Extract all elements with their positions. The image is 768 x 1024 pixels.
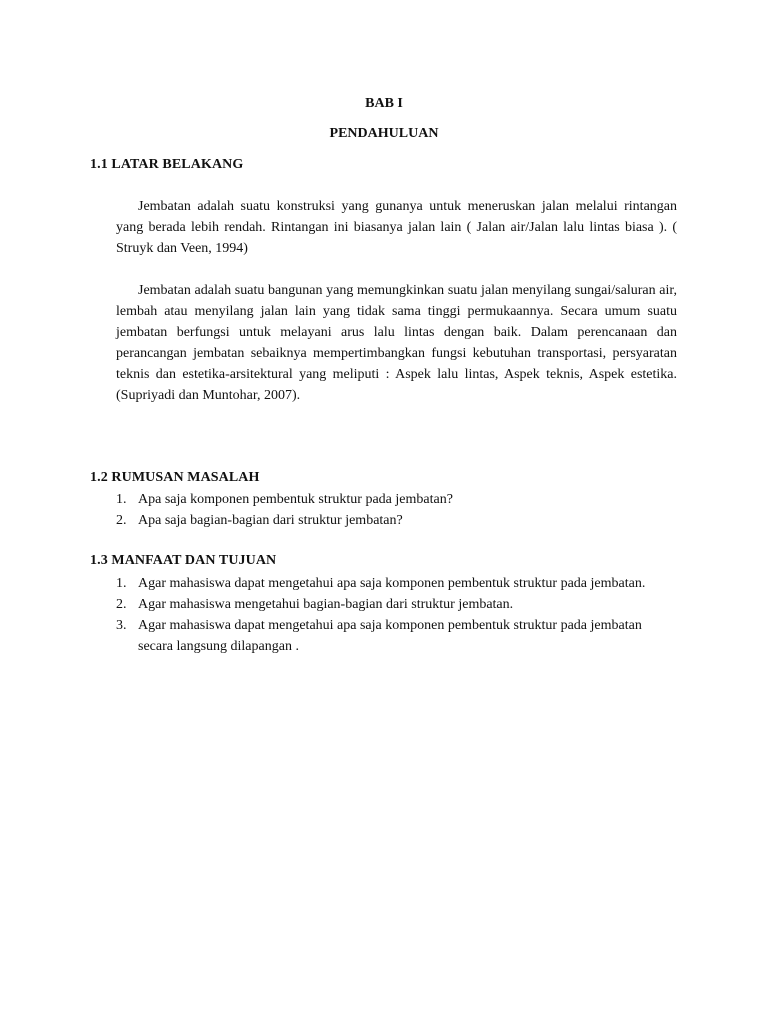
list-item-number: 2. (116, 597, 127, 612)
list-item (116, 510, 677, 531)
paragraph-definition-2: Jembatan adalah suatu bangunan yang memungkinkan suatu jalan menyilang sungai/saluran air, lembah atau menyilang jalan lain yang tidak sama tinggi permukaannya. Secara umum suatu jembatan berfungsi untuk melayani arus lalu lintas dengan baik. Dalam perencanaan dan perancangan jembatan sebaiknya mempertimbangkan fungsi kebutuhan transportasi, persyaratan teknis dan estetika-arsitektural yang meliputi : Aspek lalu lintas, Aspek teknis, Aspek estetika. (Supriyadi dan Muntohar, 2007). (116, 283, 677, 403)
list-item-text: Agar mahasiswa dapat mengetahui apa saja komponen pembentuk struktur pada jembatan secara langsung dilapangan . (138, 618, 642, 654)
list-item-number: 1. (116, 576, 127, 591)
paragraph-definition-1: Jembatan adalah suatu konstruksi yang gunanya untuk meneruskan jalan melalui rintangan yang berada lebih rendah. Rintangan ini biasanya jalan lain ( Jalan air/Jalan lalu lintas biasa ). ( Struyk dan Veen, 1994) (116, 199, 677, 256)
list-item-number: 2. (116, 513, 127, 528)
section-heading-manfaat-tujuan: 1.3 MANFAAT DAN TUJUAN (90, 553, 277, 568)
list-item-text: Apa saja bagian-bagian dari struktur jembatan? (138, 513, 403, 528)
list-item-number: 3. (116, 618, 127, 633)
manfaat-tujuan-list (116, 573, 661, 657)
section-heading-rumusan-masalah: 1.2 RUMUSAN MASALAH (90, 470, 260, 485)
section-heading-latar-belakang: 1.1 LATAR BELAKANG (90, 157, 244, 172)
chapter-title: PENDAHULUAN (329, 126, 439, 141)
list-item (116, 615, 661, 657)
list-item-text: Apa saja komponen pembentuk struktur pada jembatan? (138, 492, 453, 507)
list-item (116, 594, 661, 615)
list-item (116, 573, 661, 594)
list-item (116, 489, 677, 510)
list-item-number: 1. (116, 492, 127, 507)
list-item-text: Agar mahasiswa dapat mengetahui apa saja komponen pembentuk struktur pada jembatan. (138, 576, 646, 591)
rumusan-masalah-list (116, 489, 677, 531)
list-item-text: Agar mahasiswa mengetahui bagian-bagian dari struktur jembatan. (138, 597, 514, 612)
chapter-label: BAB I (365, 96, 403, 111)
